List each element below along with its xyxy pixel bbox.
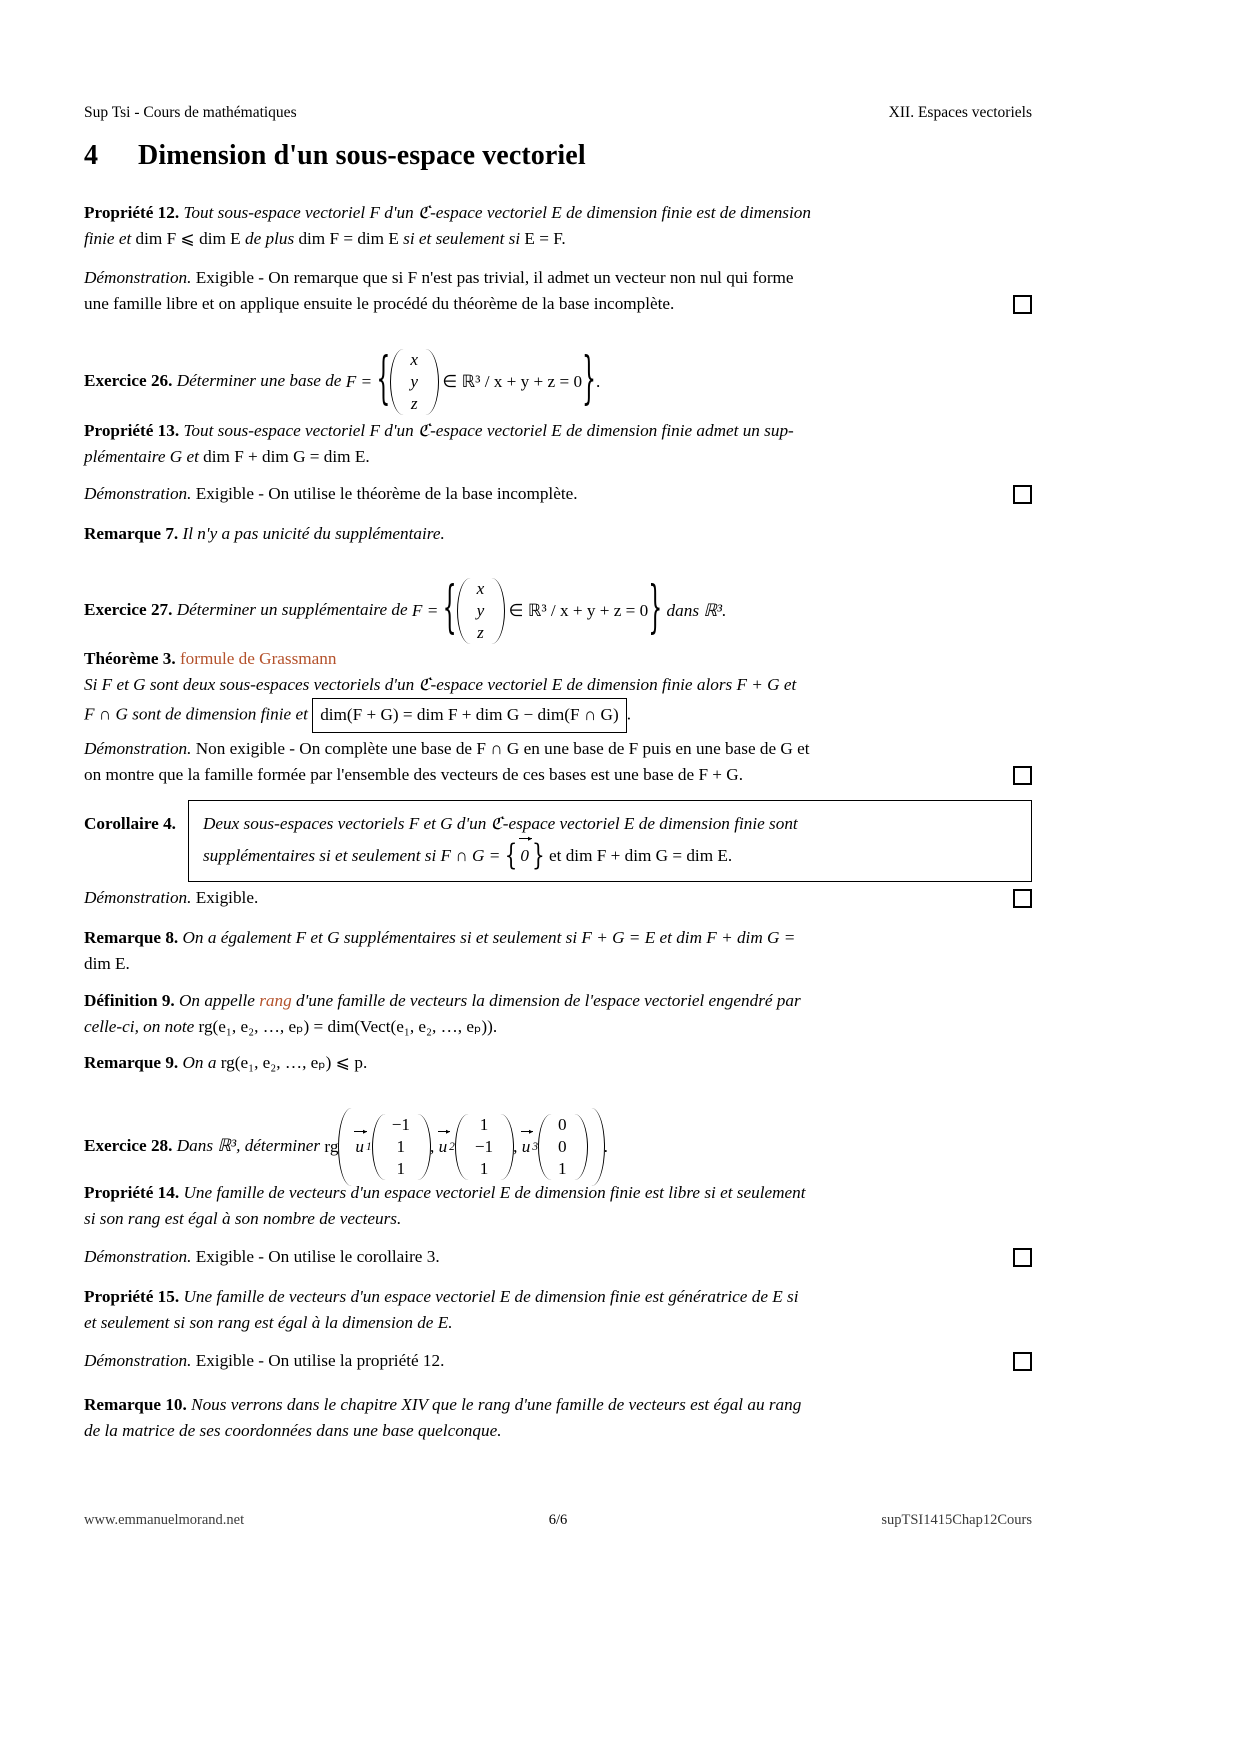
propriete-15-line2: et seulement si son rang est égal à la dimension de E. <box>84 1312 453 1332</box>
vector-cell: 1 <box>479 1159 489 1178</box>
remarque-8-line1: On a également F et G supplémentaires si et seulement si F + G = E et dim F + dim G = <box>182 928 796 947</box>
remarque-7 <box>84 521 1032 547</box>
exercice-27 <box>84 578 1032 644</box>
left-paren <box>455 1114 468 1180</box>
exercice-28-tail: . <box>603 1137 608 1157</box>
exercice-28-label: Exercice 28. <box>84 1135 173 1155</box>
exercice-27-lhs: F = <box>411 601 439 621</box>
demonstration-3-line1: Non exigible - On complète une base de F ∩ G en une base de F puis en une base de G et <box>195 739 810 758</box>
column-vector-u2 <box>455 1114 513 1180</box>
remarque-8-line2: dim E. <box>84 953 130 973</box>
propriete-15 <box>84 1284 1032 1336</box>
vector-cell: x <box>476 579 485 598</box>
theoreme-3-line2a: F ∩ G sont de dimension finie et <box>84 704 308 724</box>
exercice-26-text: Déterminer une base de <box>176 370 342 390</box>
demonstration-1 <box>84 265 1032 317</box>
demonstration-3 <box>84 736 1032 788</box>
propriete-14 <box>84 1180 1032 1232</box>
page-footer <box>84 1512 1032 1529</box>
definition-9-accent-word: rang <box>259 991 292 1010</box>
exercice-26 <box>84 349 1032 415</box>
right-paren <box>591 1108 604 1186</box>
section-number: 4 <box>84 140 99 171</box>
outer-paren-group: u 1 −1 1 1 , u 2 1 −1 1 , u 3 0 0 1 <box>338 1108 603 1186</box>
demonstration-4-label: Démonstration. <box>84 888 192 907</box>
demonstration-4-text: Exigible. <box>195 888 259 907</box>
propriete-14-label: Propriété 14. <box>84 1183 180 1202</box>
right-curly-brace: } <box>648 577 663 642</box>
footer-doc-id: supTSI1415Chap12Cours <box>881 1512 1032 1528</box>
exercice-27-condition: ∈ ℝ³ / x + y + z = 0 <box>508 601 649 621</box>
remarque-9-label: Remarque 9. <box>84 1053 179 1072</box>
propriete-12 <box>84 200 1032 252</box>
exercice-26-tail: . <box>596 372 601 392</box>
vector-cell: y <box>410 372 419 392</box>
demonstration-6 <box>84 1348 1032 1374</box>
theoreme-3-line1: Si F et G sont deux sous-espaces vectoriels d'un ℭ-espace vectoriel E de dimension finie alors F + G et <box>84 675 797 694</box>
qed-box-5 <box>1013 1248 1032 1267</box>
footer-website: www.emmanuelmorand.net <box>84 1512 245 1528</box>
definition-9-line1a: On appelle <box>179 991 255 1010</box>
propriete-12-line1: Tout sous-espace vectoriel F d'un ℭ-espace vectoriel E de dimension finie est de dimension <box>183 203 811 222</box>
propriete-12-math1: dim F ⩽ dim E <box>135 228 241 248</box>
vector-cell: 1 <box>558 1159 567 1178</box>
corollaire-4-line2b: et dim F + dim G = dim E. <box>549 845 733 865</box>
definition-9 <box>84 988 1032 1040</box>
header-right-text: XII. Espaces vectoriels <box>888 104 1032 121</box>
definition-9-line2a: celle-ci, on note <box>84 1016 195 1036</box>
left-paren <box>338 1108 351 1186</box>
vector-u2-index: 2 <box>449 1140 455 1153</box>
demonstration-6-text: Exigible - On utilise la propriété 12. <box>195 1351 445 1370</box>
vector-cell: 0 <box>558 1136 567 1156</box>
demonstration-5-text: Exigible - On utilise le corollaire 3. <box>195 1247 440 1266</box>
left-paren <box>372 1114 385 1180</box>
vector-cell: y <box>476 601 485 621</box>
right-curly-brace: } <box>531 837 545 873</box>
remarque-9 <box>84 1050 1032 1076</box>
vector-cell: z <box>477 623 484 643</box>
left-paren <box>457 578 470 644</box>
theoreme-3-accent-title: formule de Grassmann <box>179 649 337 668</box>
demonstration-6-label: Démonstration. <box>84 1351 192 1370</box>
header-left-text: Sup Tsi - Cours de mathématiques <box>84 104 297 121</box>
demonstration-1-line2: une famille libre et on applique ensuite le procédé du théorème de la base incomplète. <box>84 293 675 313</box>
demonstration-2 <box>84 481 1032 507</box>
definition-9-line1b: d'une famille de vecteurs la dimension de l'espace vectoriel engendré par <box>296 991 801 1010</box>
right-paren <box>491 578 504 644</box>
exercice-26-label: Exercice 26. <box>84 370 173 390</box>
right-paren <box>425 349 438 415</box>
propriete-12-line2a: finie et <box>84 228 132 248</box>
propriete-12-line2e: si et seulement si <box>403 228 521 248</box>
remarque-8 <box>84 925 1032 977</box>
corollaire-4-line2a: supplémentaires si et seulement si F ∩ G = <box>202 845 501 865</box>
vector-u1-index: 1 <box>366 1140 372 1153</box>
remarque-8-label: Remarque 8. <box>84 928 179 947</box>
definition-9-label: Définition 9. <box>84 991 175 1010</box>
zero-set <box>504 837 545 873</box>
propriete-14-line2: si son rang est égal à son nombre de vecteurs. <box>84 1208 402 1228</box>
column-vector-u1 <box>372 1114 430 1180</box>
left-curly-brace: { <box>442 577 457 642</box>
vector-cell: 0 <box>558 1114 567 1134</box>
remarque-10-line2: de la matrice de ses coordonnées dans une base quelconque. <box>84 1420 502 1440</box>
exercice-27-formula <box>412 578 726 644</box>
theoreme-3-body <box>84 672 1032 733</box>
remarque-10-line1: Nous verrons dans le chapitre XIV que le rang d'une famille de vecteurs est égal au rang <box>191 1395 802 1414</box>
vector-cell: z <box>410 394 418 414</box>
propriete-13-math: dim F + dim G = dim E. <box>203 446 370 466</box>
zero-vector: 0 <box>520 843 529 869</box>
corollaire-4-line1: Deux sous-espaces vectoriels F et G d'un ℭ-espace vectoriel E de dimension finie sont <box>202 814 798 833</box>
section-title-text: Dimension d'un sous-espace vectoriel <box>138 140 586 171</box>
demonstration-4 <box>84 885 1032 911</box>
column-vector-xyz <box>390 349 438 415</box>
propriete-13 <box>84 418 1032 470</box>
section-heading <box>84 140 1032 172</box>
demonstration-3-label: Démonstration. <box>84 739 192 758</box>
vector-cell: −1 <box>474 1136 494 1156</box>
propriete-15-label: Propriété 15. <box>84 1287 180 1306</box>
vector-u3-name: u <box>522 1136 531 1158</box>
grassmann-formula-box <box>312 698 627 733</box>
remarque-10 <box>84 1392 1032 1444</box>
propriete-13-line1: Tout sous-espace vectoriel F d'un ℭ-espace vectoriel E de dimension finie admet un sup- <box>183 421 794 440</box>
theoreme-3-line2b: . <box>626 704 631 724</box>
qed-box-4 <box>1013 889 1032 908</box>
theoreme-3-label: Théorème 3. <box>84 649 176 668</box>
right-paren <box>500 1114 513 1180</box>
left-paren <box>538 1114 551 1180</box>
vector-u1-name: u <box>355 1136 364 1158</box>
vector-cell: 1 <box>396 1159 406 1178</box>
remarque-10-label: Remarque 10. <box>84 1395 187 1414</box>
remarque-7-label: Remarque 7. <box>84 524 179 543</box>
qed-box-6 <box>1013 1352 1032 1371</box>
demonstration-5 <box>84 1244 1032 1270</box>
demonstration-3-line2: on montre que la famille formée par l'ensemble des vecteurs de ces bases est une base de F + G. <box>84 764 743 784</box>
remarque-7-text: Il n'y a pas unicité du supplémentaire. <box>182 524 445 543</box>
exercice-26-condition: ∈ ℝ³ / x + y + z = 0 <box>442 372 583 392</box>
vector-cell: x <box>410 350 419 369</box>
exercice-26-lhs: F = <box>345 372 373 392</box>
qed-box-3 <box>1013 766 1032 785</box>
propriete-13-label: Propriété 13. <box>84 421 180 440</box>
propriete-12-label: Propriété 12. <box>84 203 180 222</box>
vector-u3-index: 3 <box>532 1140 538 1153</box>
exercice-26-formula <box>346 349 601 415</box>
propriete-12-math3: E = F. <box>524 228 566 248</box>
exercice-27-tail: dans ℝ³. <box>666 601 727 621</box>
running-header <box>84 104 1032 122</box>
theoreme-3 <box>84 646 1032 672</box>
demonstration-2-label: Démonstration. <box>84 484 192 503</box>
demonstration-1-line1: Exigible - On remarque que si F n'est pas trivial, il admet un vecteur non nul qui forme <box>195 268 794 287</box>
footer-page-number: 6/6 <box>548 1512 568 1528</box>
corollaire-4 <box>84 800 1032 882</box>
vector-cell: 1 <box>479 1114 489 1134</box>
left-paren <box>390 349 403 415</box>
exercice-28 <box>84 1108 1032 1186</box>
qed-box-2 <box>1013 485 1032 504</box>
exercice-27-label: Exercice 27. <box>84 599 173 619</box>
grassmann-formula: dim(F + G) = dim F + dim G − dim(F ∩ G) <box>320 704 619 724</box>
corollaire-4-box <box>188 800 1032 882</box>
left-curly-brace: { <box>376 348 391 413</box>
propriete-14-line1: Une famille de vecteurs d'un espace vectoriel E de dimension finie est libre si et seulement <box>183 1183 806 1202</box>
demonstration-5-label: Démonstration. <box>84 1247 192 1266</box>
propriete-13-line2a: plémentaire G et <box>84 446 199 466</box>
qed-box-1 <box>1013 295 1032 314</box>
remarque-9-text-a: On a <box>182 1053 217 1072</box>
demonstration-1-label: Démonstration. <box>84 268 192 287</box>
right-paren <box>417 1114 430 1180</box>
exercice-28-formula <box>324 1108 607 1186</box>
propriete-15-line1: Une famille de vecteurs d'un espace vectoriel E de dimension finie est génératrice de E si <box>183 1287 799 1306</box>
vector-cell: 1 <box>396 1136 406 1156</box>
exercice-28-text-a: Dans ℝ³, déterminer <box>176 1135 321 1155</box>
corollaire-4-label: Corollaire 4. <box>84 814 176 833</box>
propriete-12-math2: dim F = dim E <box>298 228 399 248</box>
remarque-9-text-b: rg(e₁, e₂, …, eₚ) ⩽ p. <box>220 1053 368 1072</box>
left-curly-brace: { <box>504 837 518 873</box>
exercice-27-text: Déterminer un supplémentaire de <box>176 599 408 619</box>
right-curly-brace: } <box>582 348 597 413</box>
demonstration-2-text: Exigible - On utilise le théorème de la base incomplète. <box>195 484 578 503</box>
propriete-12-line2c: de plus <box>244 228 295 248</box>
column-vector-xyz <box>457 578 505 644</box>
exercice-28-rg-label: rg <box>324 1137 339 1157</box>
vector-u2-name: u <box>439 1136 448 1158</box>
definition-9-line2b: rg(e₁, e₂, …, eₚ) = dim(Vect(e₁, e₂, …, eₚ)). <box>198 1016 498 1036</box>
vector-cell: −1 <box>391 1114 410 1134</box>
